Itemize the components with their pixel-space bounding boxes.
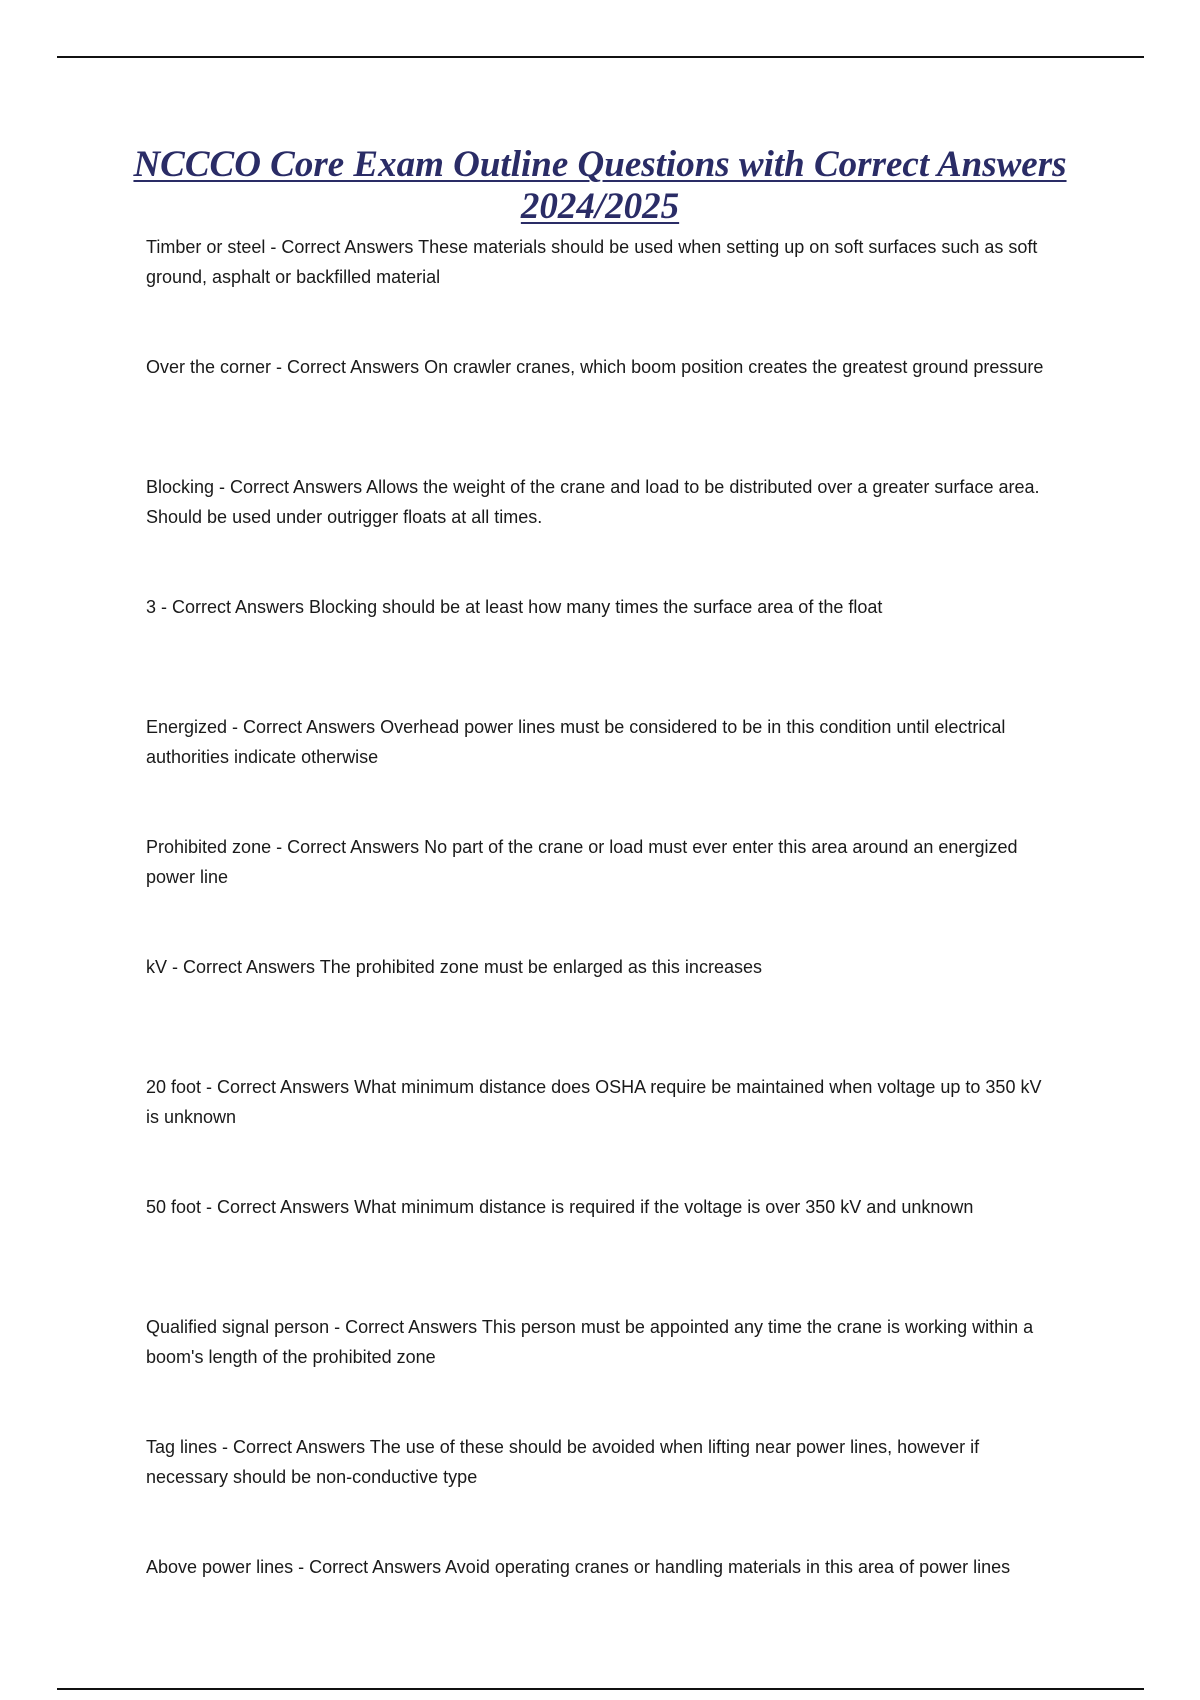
qa-item: Qualified signal person - Correct Answers This person must be appointed any time the crane is working within a boom's length of the prohibited zone (146, 1317, 1034, 1367)
qa-item: 50 foot - Correct Answers What minimum distance is required if the voltage is over 350 kV and unknown (146, 1197, 974, 1217)
qa-item: kV - Correct Answers The prohibited zone must be enlarged as this increases (146, 957, 762, 977)
qa-item: Energized - Correct Answers Overhead power lines must be considered to be in this condition until electrical authorities indicate otherwise (146, 717, 1006, 767)
qa-item: Tag lines - Correct Answers The use of these should be avoided when lifting near power lines, however if necessary should be non-conductive type (146, 1437, 980, 1487)
qa-item: Blocking - Correct Answers Allows the weight of the crane and load to be distributed over a greater surface area. Should be used under outrigger floats at all times. (146, 477, 1040, 527)
qa-item: Over the corner - Correct Answers On crawler cranes, which boom position creates the greatest ground pressure (146, 357, 1044, 377)
qa-item: Timber or steel - Correct Answers These materials should be used when setting up on soft surfaces such as soft ground, asphalt or backfilled material (146, 237, 1038, 287)
qa-list (146, 232, 1046, 1672)
qa-item: Above power lines - Correct Answers Avoid operating cranes or handling materials in this area of power lines (146, 1557, 1011, 1577)
header-rule (57, 56, 1144, 58)
footer-rule (57, 1688, 1144, 1690)
page-title: NCCCO Core Exam Outline Questions with Correct Answers 2024/2025 (133, 144, 1067, 227)
qa-item: Prohibited zone - Correct Answers No part of the crane or load must ever enter this area around an energized power line (146, 837, 1018, 887)
qa-item: 3 - Correct Answers Blocking should be at least how many times the surface area of the float (146, 597, 883, 617)
qa-item: 20 foot - Correct Answers What minimum distance does OSHA require be maintained when voltage up to 350 kV is unknown (146, 1077, 1042, 1127)
